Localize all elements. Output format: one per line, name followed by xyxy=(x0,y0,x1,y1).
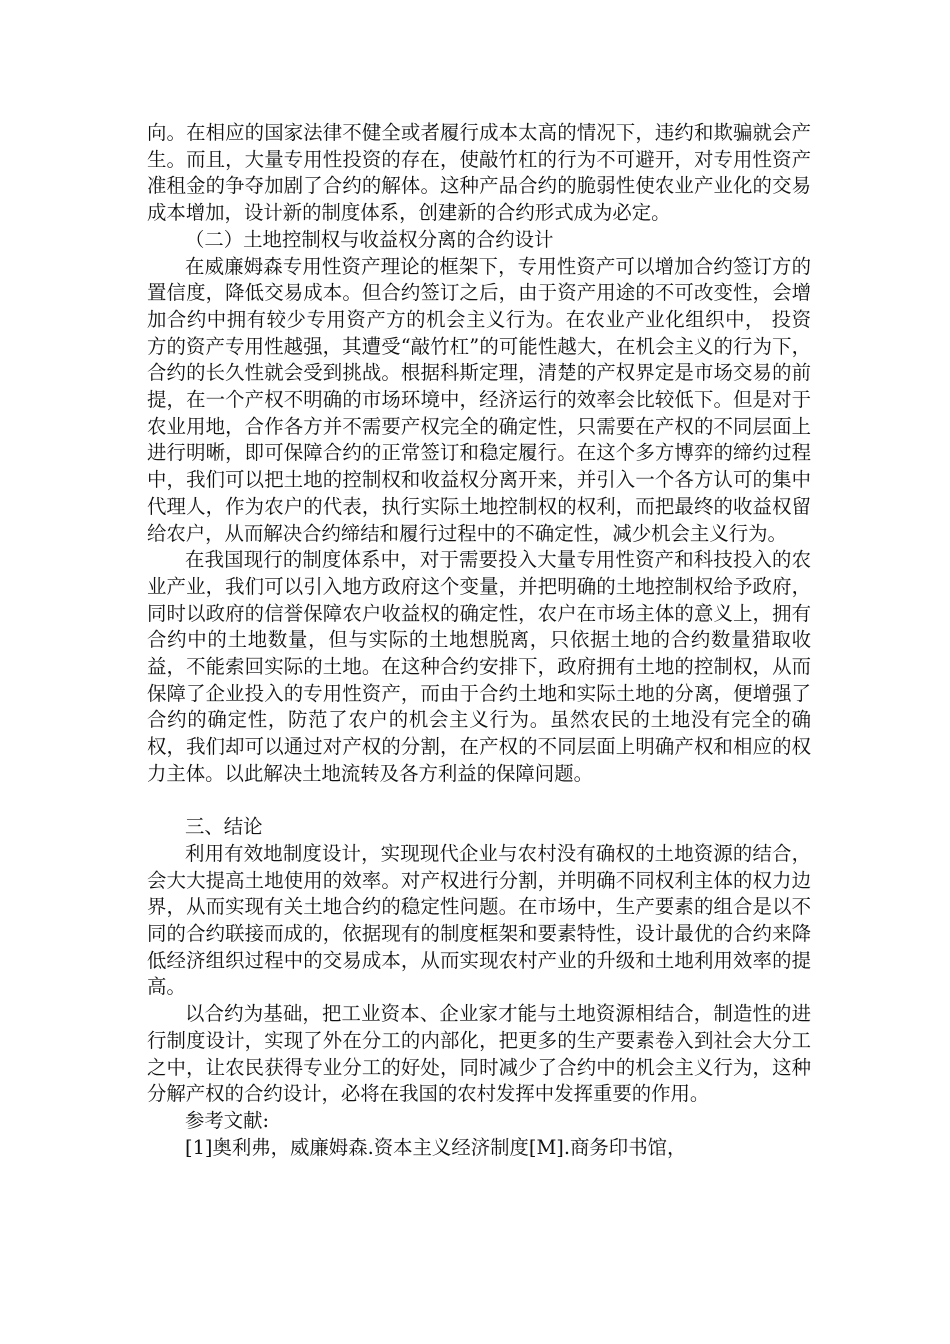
section-heading-2: （二）土地控制权与收益权分离的合约设计 xyxy=(185,227,554,251)
paragraph-contract-design: 在威廉姆森专用性资产理论的框架下，专用性资产可以增加合约签订方的置信度，降低交易成本。但合约签订之后，由于资产用途的不可改变性，会增加合约中拥有较少专用资产方的机会主义行为。在农业产业化组织中， 投资方的资产专用性越强，其遭受“敲竹杠”的可能性越大，在机会主义的行为下，合约的长久性就会受到挑战。根据科斯定理，清楚的产权界定是市场交易的前提，在一个产权不明确的市场环境中，经济运行的效率会比较低下。但是对于农业用地，合作各方并不需要产权完全的确定性，只需要在产权的不同层面上进行明晰，即可保障合约的正常签订和稳定履行。在这个多方博弈的缔约过程中，我们可以把土地的控制权和收益权分离开来，并引入一个各方认可的集中代理人，作为农户的代表，执行实际土地控制权的权利，而把最终的收益权留给农户，从而解决合约缔结和履行过程中的不确定性，减少机会主义行为。 xyxy=(147,254,811,545)
section-heading-conclusion: 三、结论 xyxy=(185,815,263,839)
paragraph-conclusion-2: 以合约为基础，把工业资本、企业家才能与土地资源相结合，制造性的进行制度设计，实现了外在分工的内部化，把更多的生产要素卷入到社会大分工之中，让农民获得专业分工的好处，同时减少了合约中的机会主义行为，这种分解产权的合约设计，必将在我国的农村发挥中发挥重要的作用。 xyxy=(147,1002,811,1106)
paragraph-continued: 向。在相应的国家法律不健全或者履行成本太高的情况下，违约和欺骗就会产生。而且，大量专用性投资的存在，使敲竹杠的行为不可避开，对专用性资产准租金的争夺加剧了合约的解体。这种产品合约的脆弱性使农业产业化的交易成本增加，设计新的制度体系，创建新的合约形式成为必定。 xyxy=(147,121,811,225)
paragraph-conclusion-1: 利用有效地制度设计，实现现代企业与农村没有确权的土地资源的结合，会大大提高土地使用的效率。对产权进行分割，并明确不同权利主体的权力边界，从而实现有关土地合约的稳定性问题。在市场中，生产要素的组合是以不同的合约联接而成的，依据现有的制度框架和要素特性，设计最优的合约来降低经济组织过程中的交易成本，从而实现农村产业的升级和土地利用效率的提高。 xyxy=(147,841,811,999)
blank-line xyxy=(147,788,811,815)
reference-item: [1]奥利弗，威廉姆森.资本主义经济制度[M].商务印书馆， xyxy=(185,1135,687,1159)
body-text xyxy=(147,120,811,1161)
paragraph-government-role: 在我国现行的制度体系中，对于需要投入大量专用性资产和科技投入的农业产业，我们可以引入地方政府这个变量，并把明确的土地控制权给予政府，同时以政府的信誉保障农户收益权的确定性，农户在市场主体的意义上，拥有合约中的土地数量，但与实际的土地想脱离，只依据土地的合约数量猎取收益，不能索回实际的土地。在这种合约安排下，政府拥有土地的控制权，从而保障了企业投入的专用性资产，而由于合约土地和实际土地的分离，便增强了合约的确定性，防范了农户的机会主义行为。虽然农民的土地没有完全的确权，我们却可以通过对产权的分割，在产权的不同层面上明确产权和相应的权力主体。以此解决土地流转及各方利益的保障问题。 xyxy=(147,548,811,785)
references-title: 参考文献: xyxy=(185,1109,270,1132)
